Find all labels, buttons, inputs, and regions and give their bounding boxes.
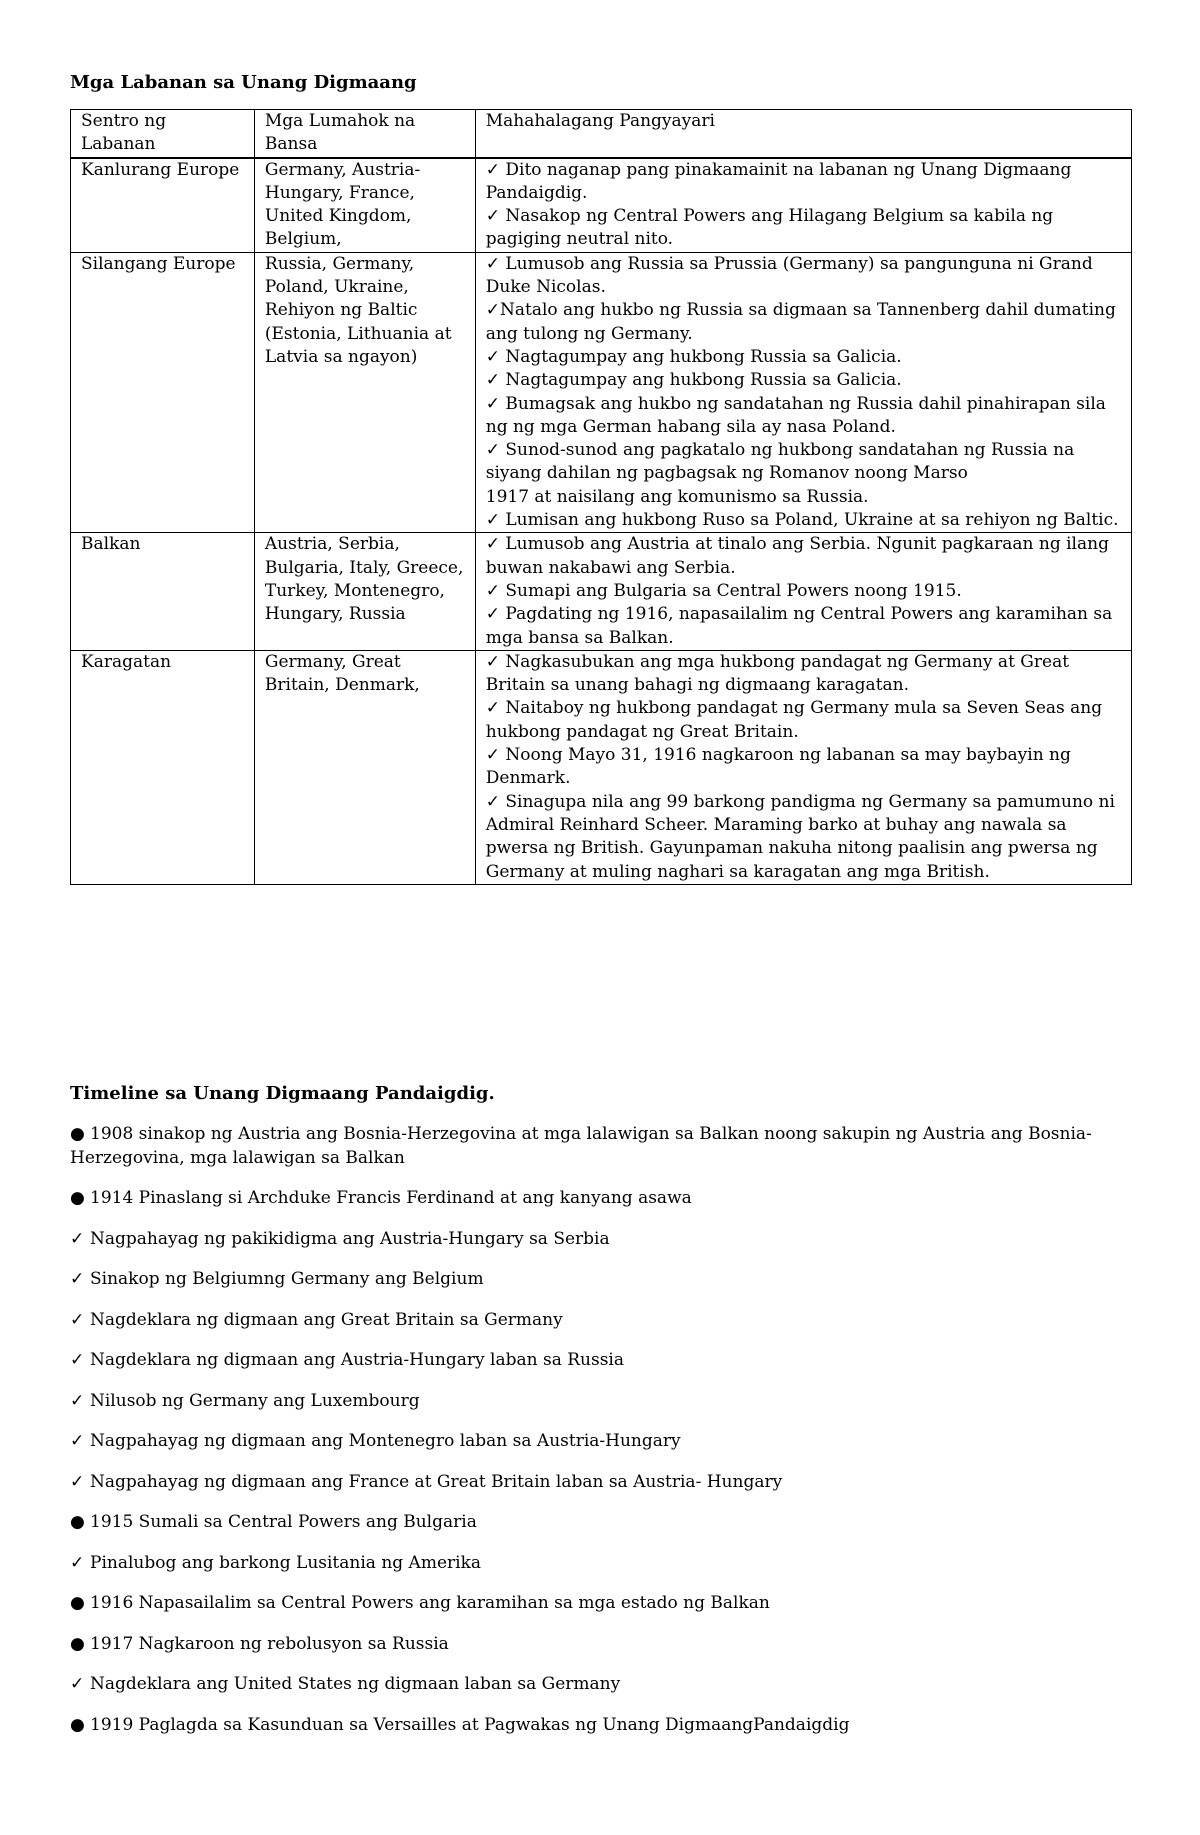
timeline-item [70,1673,1140,1697]
timeline-text: 1916 Napasailalim sa Central Powers ang karamihan sa mga estado ng Balkan [90,1593,770,1613]
cell-center: Karagatan [71,650,255,884]
event-line: ✓ Sinagupa nila ang 99 barkong pandigma ng Germany sa pamumuno ni Admiral Reinhard Scheer. Maraming barko at buhay ang nawala sa pwersa ng British. Gayunpaman nakuha nitong paalisin ang pwersa ng Germany at muling naghari sa karagatan ang mga British. [485,791,1115,882]
timeline-text: Nagdeklara ng digmaan ang Austria-Hungary laban sa Russia [90,1350,624,1370]
bullet-icon: ● [70,1714,85,1735]
event-line: 1917 at naisilang ang komunismo sa Russia. [485,486,869,507]
timeline-item [70,1471,1140,1495]
timeline-item [70,1268,1140,1292]
checkmark-icon: ✓ [70,1674,85,1694]
checkmark-icon: ✓ [70,1552,85,1573]
cell-events [475,252,1131,533]
table-row [71,650,1132,884]
table-row [71,533,1132,650]
event-line: ✓ Dito naganap pang pinakamainit na labanan ng Unang Digmaang Pandaigdig. [485,159,1072,203]
timeline-text: Sinakop ng Belgiumng Germany ang Belgium [90,1269,484,1289]
cell-events [475,158,1131,253]
event-line: ✓ Lumusob ang Austria at tinalo ang Serbia. Ngunit pagkaraan ng ilang buwan nakabawi ang Serbia. [485,534,1109,578]
table-row [71,252,1132,533]
timeline-list [70,1123,1140,1754]
event-line: ✓ Nasakop ng Central Powers ang Hilagang Belgium sa kabila ng pagiging neutral nito. [485,206,1054,250]
cell-countries: Russia, Germany, Poland, Ukraine, Rehiyon ng Baltic (Estonia, Lithuania at Latvia sa ngayon) [254,252,475,533]
timeline-text: Nilusob ng Germany ang Luxembourg [90,1390,420,1411]
timeline-item [70,1633,1140,1657]
timeline-text: Nagdeklara ang United States ng digmaan laban sa Germany [90,1674,621,1694]
event-line: ✓ Nagtagumpay ang hukbong Russia sa Galicia. [485,346,902,367]
header-events: Mahahalagang Pangyayari [475,110,1131,158]
table-header-row [71,110,1132,158]
bullet-icon: ● [70,1124,85,1144]
timeline-text: 1919 Paglagda sa Kasunduan sa Versailles at Pagwakas ng Unang DigmaangPandaigdig [90,1714,850,1735]
header-center: Sentro ng Labanan [71,110,255,158]
cell-countries: Germany, Austria-Hungary, France, United Kingdom, Belgium, [254,158,475,253]
timeline-item [70,1187,1140,1211]
bullet-icon: ● [70,1188,85,1208]
timeline-text: 1917 Nagkaroon ng rebolusyon sa Russia [90,1633,449,1654]
timeline-title: Timeline sa Unang Digmaang Pandaigdig. [70,1083,495,1104]
timeline-text: Nagdeklara ng digmaan ang Great Britain sa Germany [90,1309,563,1330]
table-row [71,158,1132,253]
table-title: Mga Labanan sa Unang Digmaang [70,72,417,93]
timeline-text: Nagpahayag ng pakikidigma ang Austria-Hungary sa Serbia [90,1228,610,1249]
bullet-icon: ● [70,1593,85,1613]
checkmark-icon: ✓ [70,1471,85,1492]
cell-center: Kanlurang Europe [71,158,255,253]
bullet-icon: ● [70,1512,85,1532]
checkmark-icon: ✓ [70,1309,85,1330]
checkmark-icon: ✓ [70,1269,85,1289]
timeline-item [70,1123,1140,1170]
cell-countries: Austria, Serbia, Bulgaria, Italy, Greece, Turkey, Montenegro, Hungary, Russia [254,533,475,650]
timeline-text: Pinalubog ang barkong Lusitania ng Amerika [90,1552,482,1573]
timeline-item [70,1309,1140,1333]
timeline-item [70,1552,1140,1576]
timeline-text: 1908 sinakop ng Austria ang Bosnia-Herzegovina at mga lalawigan sa Balkan noong sakupin ng Austria ang Bosnia-Herzegovina, mga lalawigan sa Balkan [70,1124,1092,1168]
timeline-item [70,1228,1140,1252]
event-line: ✓ Bumagsak ang hukbo ng sandatahan ng Russia dahil pinahirapan sila ng ng mga German habang sila ay nasa Poland. [485,393,1106,437]
event-line: ✓Natalo ang hukbo ng Russia sa digmaan sa Tannenberg dahil dumating ang tulong ng Germany. [485,300,1116,344]
timeline-text: Nagpahayag ng digmaan ang Montenegro laban sa Austria-Hungary [90,1431,681,1451]
checkmark-icon: ✓ [70,1390,85,1411]
event-line: ✓ Sumapi ang Bulgaria sa Central Powers noong 1915. [485,580,962,601]
event-line: ✓ Pagdating ng 1916, napasailalim ng Central Powers ang karamihan sa mga bansa sa Balkan. [485,604,1113,648]
cell-events [475,650,1131,884]
event-line: ✓ Sunod-sunod ang pagkatalo ng hukbong sandatahan ng Russia na siyang dahilan ng pagbagsak ng Romanov noong Marso [485,440,1075,484]
cell-center: Silangang Europe [71,252,255,533]
event-line: ✓ Nagkasubukan ang mga hukbong pandagat ng Germany at Great Britain sa unang bahagi ng digmaang karagatan. [485,651,1070,696]
timeline-item [70,1592,1140,1616]
timeline-item [70,1349,1140,1373]
event-line: ✓ Lumusob ang Russia sa Prussia (Germany) sa pangunguna ni Grand Duke Nicolas. [485,253,1093,298]
cell-center: Balkan [71,533,255,650]
timeline-text: 1914 Pinaslang si Archduke Francis Ferdinand at ang kanyang asawa [90,1188,692,1208]
event-line: ✓ Naitaboy ng hukbong pandagat ng Germany mula sa Seven Seas ang hukbong pandagat ng Great Britain. [485,698,1103,742]
timeline-item [70,1390,1140,1414]
battles-table [70,109,1132,885]
timeline-item [70,1511,1140,1535]
cell-events [475,533,1131,650]
timeline-item [70,1430,1140,1454]
timeline-text: 1915 Sumali sa Central Powers ang Bulgaria [90,1512,477,1532]
timeline-item [70,1714,1140,1738]
event-line: ✓ Lumisan ang hukbong Ruso sa Poland, Ukraine at sa rehiyon ng Baltic. [485,510,1119,531]
event-line: ✓ Noong Mayo 31, 1916 nagkaroon ng labanan sa may baybayin ng Denmark. [485,745,1071,789]
checkmark-icon: ✓ [70,1431,85,1451]
checkmark-icon: ✓ [70,1228,85,1249]
timeline-text: Nagpahayag ng digmaan ang France at Great Britain laban sa Austria- Hungary [90,1471,783,1492]
header-countries: Mga Lumahok na Bansa [254,110,475,158]
bullet-icon: ● [70,1633,85,1654]
checkmark-icon: ✓ [70,1350,85,1370]
event-line: ✓ Nagtagumpay ang hukbong Russia sa Galicia. [485,370,902,391]
cell-countries: Germany, Great Britain, Denmark, [254,650,475,884]
